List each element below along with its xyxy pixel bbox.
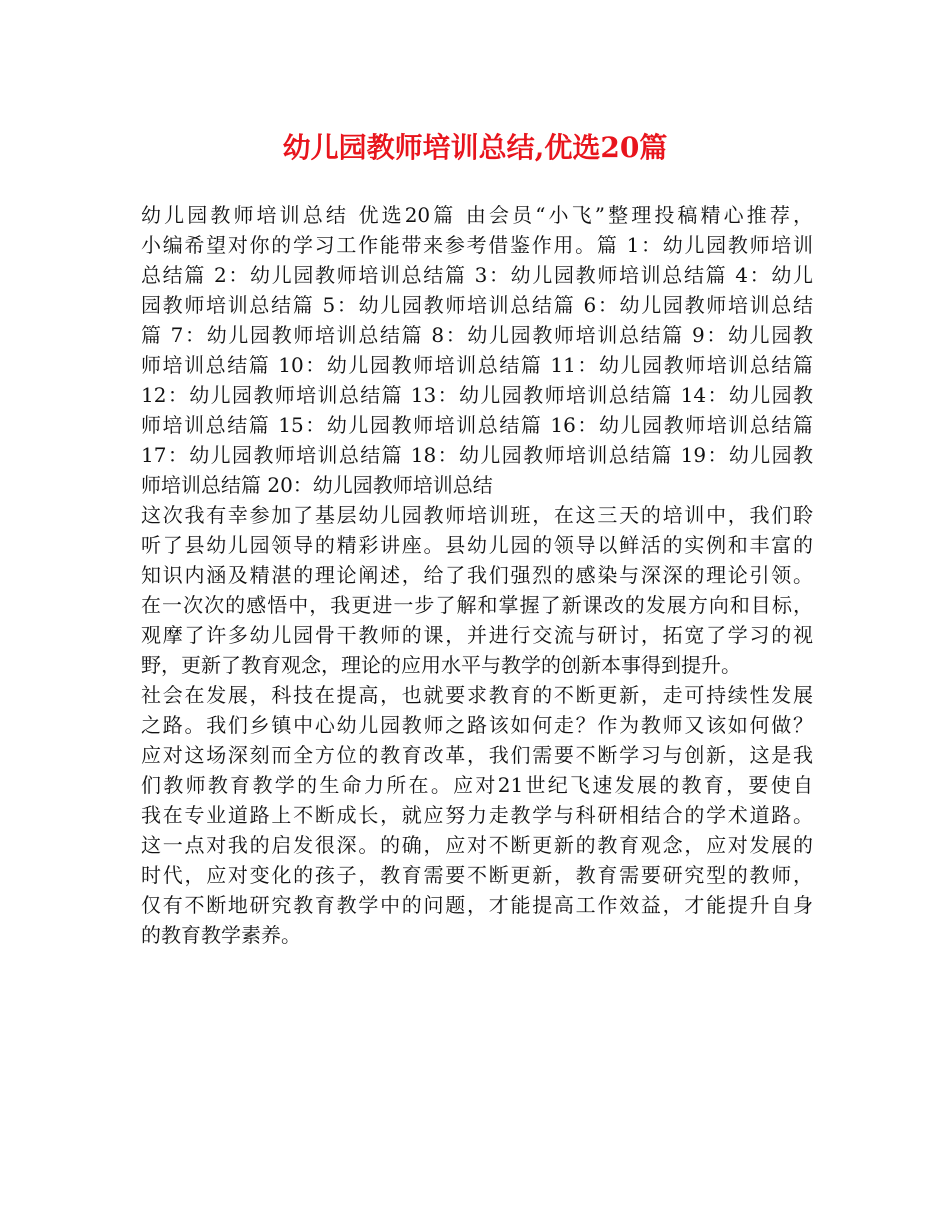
body-line: 的教育教学素养。 (141, 923, 301, 947)
body-line: 幼儿园教师培训总结 优选20篇 由会员“小飞”整理投稿精心推荐， (141, 203, 813, 227)
body-line: 时代，应对变化的孩子，教育需要不断更新，教育需要研究型的教师， (141, 863, 813, 887)
document-title: 幼儿园教师培训总结,优选20篇 (282, 131, 668, 164)
body-line: 社会在发展，科技在提高，也就要求教育的不断更新，走可持续性发展 (141, 683, 813, 707)
body-line: 17：幼儿园教师培训总结篇 18：幼儿园教师培训总结篇 19：幼儿园教 (141, 443, 813, 467)
body-line: 野，更新了教育观念，理论的应用水平与教学的创新本事得到提升。 (141, 653, 741, 677)
body-line: 这次我有幸参加了基层幼儿园教师培训班，在这三天的培训中，我们聆 (141, 503, 813, 527)
body-line: 在一次次的感悟中，我更进一步了解和掌握了新课改的发展方向和目标， (141, 593, 813, 617)
body-line: 园教师培训总结篇 5：幼儿园教师培训总结篇 6：幼儿园教师培训总结 (141, 293, 813, 317)
body-line: 师培训总结篇 15：幼儿园教师培训总结篇 16：幼儿园教师培训总结篇 (141, 413, 813, 437)
body-line: 听了县幼儿园领导的精彩讲座。县幼儿园的领导以鲜活的实例和丰富的 (141, 533, 813, 557)
body-line: 篇 7：幼儿园教师培训总结篇 8：幼儿园教师培训总结篇 9：幼儿园教 (141, 323, 813, 347)
body-line: 总结篇 2：幼儿园教师培训总结篇 3：幼儿园教师培训总结篇 4：幼儿 (141, 263, 813, 287)
body-line: 这一点对我的启发很深。的确，应对不断更新的教育观念，应对发展的 (141, 833, 813, 857)
body-line: 观摩了许多幼儿园骨干教师的课，并进行交流与研讨，拓宽了学习的视 (141, 623, 813, 647)
body-line: 之路。我们乡镇中心幼儿园教师之路该如何走？作为教师又该如何做？ (141, 713, 813, 737)
document-body (141, 200, 813, 950)
body-line: 师培训总结篇 10：幼儿园教师培训总结篇 11：幼儿园教师培训总结篇 (141, 353, 813, 377)
body-line: 我在专业道路上不断成长，就应努力走教学与科研相结合的学术道路。 (141, 803, 813, 827)
body-line: 师培训总结篇 20：幼儿园教师培训总结 (141, 473, 493, 497)
body-line: 应对这场深刻而全方位的教育改革，我们需要不断学习与创新，这是我 (141, 743, 813, 767)
body-line: 知识内涵及精湛的理论阐述，给了我们强烈的感染与深深的理论引领。 (141, 563, 813, 587)
body-line: 小编希望对你的学习工作能带来参考借鉴作用。篇 1：幼儿园教师培训 (141, 233, 813, 257)
body-line: 12：幼儿园教师培训总结篇 13：幼儿园教师培训总结篇 14：幼儿园教 (141, 383, 813, 407)
body-line: 仅有不断地研究教育教学中的问题，才能提高工作效益，才能提升自身 (141, 893, 813, 917)
body-line: 们教师教育教学的生命力所在。应对21世纪飞速发展的教育，要使自 (141, 773, 813, 797)
